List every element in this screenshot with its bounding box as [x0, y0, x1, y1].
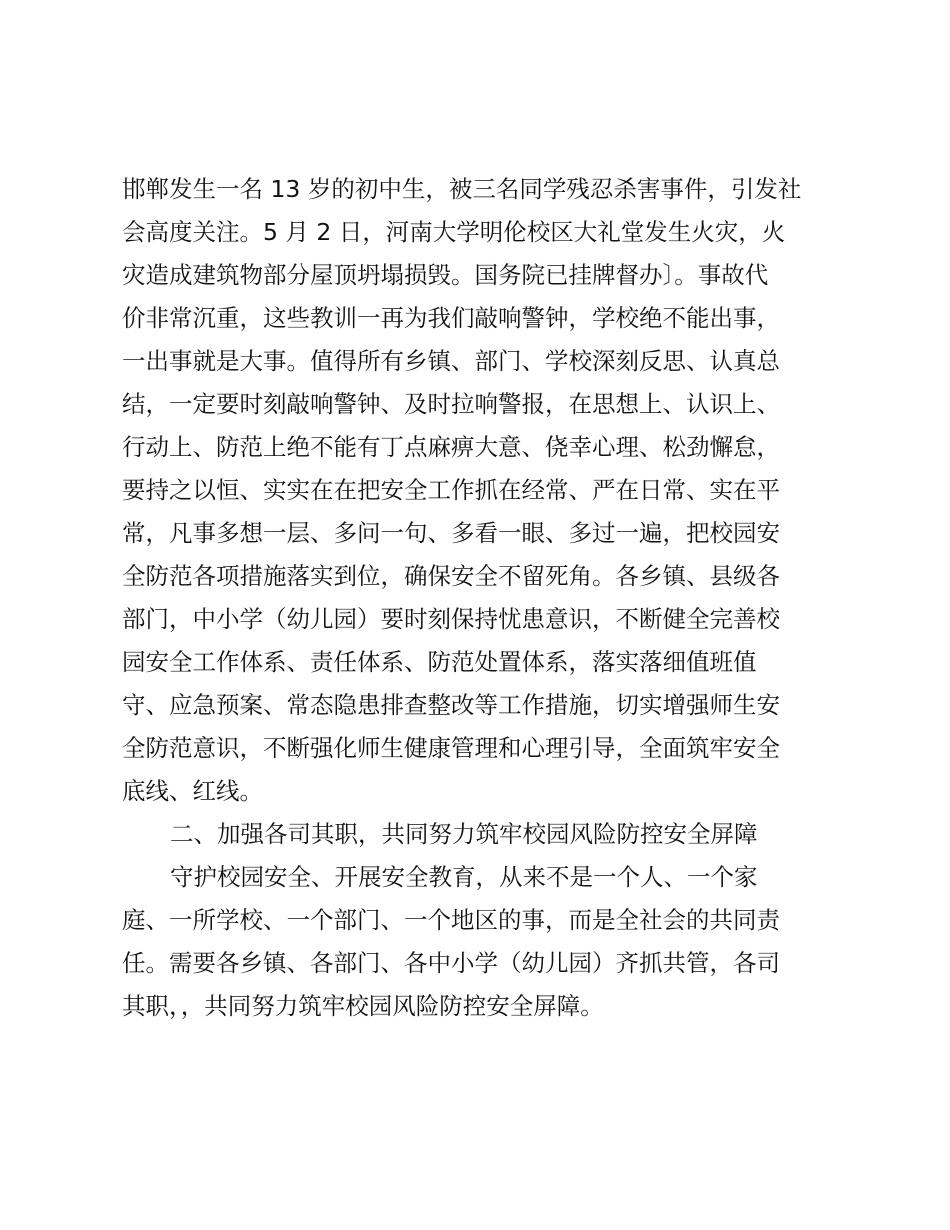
- text-line: 全防范各项措施落实到位，确保安全不留死角。各乡镇、县级各: [122, 562, 780, 590]
- text-line: 会高度关注。5 月 2 日，河南大学明伦校区大礼堂发生火灾，火: [122, 218, 786, 246]
- text-line: 灾造成建筑物部分屋顶坍塌损毁。国务院已挂牌督办〕。事故代: [122, 261, 769, 289]
- text-line: 要持之以恒、实实在在把安全工作抓在经常、严在日常、实在平: [122, 476, 780, 504]
- section-heading: 二、加强各司其职，共同努力筑牢校园风险防控安全屏障: [170, 820, 758, 848]
- text-line: 庭、一所学校、一个部门、一个地区的事，而是全社会的共同责: [122, 906, 780, 934]
- text-line: 全防范意识，不断强化师生健康管理和心理引导，全面筑牢安全: [122, 734, 780, 762]
- text-line: 园安全工作体系、责任体系、防范处置体系，落实落细值班值: [122, 648, 757, 676]
- text-line: 任。需要各乡镇、各部门、各中小学（幼儿园）齐抓共管，各司: [122, 949, 780, 977]
- text-line: 价非常沉重，这些教训一再为我们敲响警钟，学校绝不能出事，: [122, 304, 780, 332]
- text-line: 部门，中小学（幼儿园）要时刻保持忧患意识，不断健全完善校: [122, 605, 780, 633]
- text-line: 结，一定要时刻敲响警钟、及时拉响警报，在思想上、认识上、: [122, 390, 780, 418]
- text-line: 底线、红线。: [122, 777, 263, 805]
- text-line: 常，凡事多想一层、多问一句、多看一眼、多过一遍，把校园安: [122, 519, 780, 547]
- text-line: 守护校园安全、开展安全教育，从来不是一个人、一个家: [170, 863, 758, 891]
- text-line: 邯郸发生一名 13 岁的初中生，被三名同学残忍杀害事件，引发社: [122, 175, 802, 203]
- body-text: [122, 168, 842, 1028]
- text-line: 一出事就是大事。值得所有乡镇、部门、学校深刻反思、认真总: [122, 347, 780, 375]
- text-line: 其职，，共同努力筑牢校园风险防控安全屏障。: [122, 992, 604, 1020]
- text-line: 守、应急预案、常态隐患排查整改等工作措施，切实增强师生安: [122, 691, 780, 719]
- text-line: 行动上、防范上绝不能有丁点麻痹大意、侥幸心理、松劲懈怠，: [122, 433, 780, 461]
